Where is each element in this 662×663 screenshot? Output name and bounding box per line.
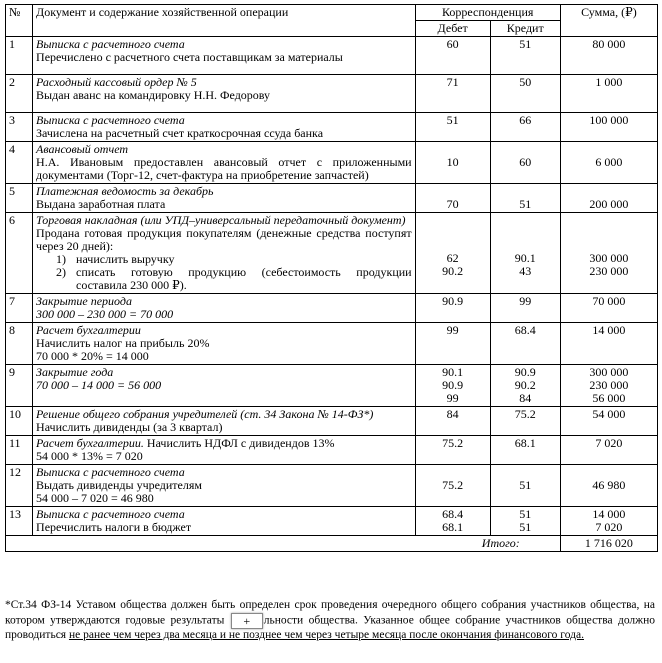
operation-text: Продана готовая продукция покупателям (денежные средства поступят через 20 дней): — [36, 226, 412, 253]
footnote — [5, 599, 655, 642]
sum-cell: 7 020 — [560, 436, 657, 465]
debit-cell: 60 — [415, 37, 490, 75]
credit-cell: 51 — [490, 184, 560, 213]
debit-cell: 90.1 90.9 99 — [415, 365, 490, 407]
debit-cell: 10 — [415, 142, 490, 184]
operation-text: Начислить налог на прибыль 20% — [36, 336, 210, 350]
header-num: № — [6, 5, 33, 37]
table-row — [6, 213, 658, 294]
operation-text: Начислить НДФЛ с дивидендов 13% — [143, 436, 335, 450]
document-title: Выписка с расчетного счета — [36, 507, 185, 521]
footnote-text-1: *Ст.34 ФЗ-14 Уставом общества должен быть определен — [5, 599, 291, 611]
total-value: 1 716 020 — [560, 536, 657, 552]
list-item: 2) списать готовую продукцию (себестоимость продукции составила 230 000 ₽). — [56, 265, 412, 292]
sum-cell: 46 980 — [560, 465, 657, 507]
credit-cell: 60 — [490, 142, 560, 184]
credit-cell: 75.2 — [490, 407, 560, 436]
row-document — [33, 184, 416, 213]
row-number: 8 — [6, 323, 33, 365]
operation-text: Перечислить налоги в бюджет — [36, 520, 192, 534]
row-document — [33, 323, 416, 365]
table-row — [6, 465, 658, 507]
document-title: Платежная ведомость за декабрь — [36, 184, 214, 198]
sum-cell: 80 000 — [560, 37, 657, 75]
table-row — [6, 142, 658, 184]
row-number: 12 — [6, 465, 33, 507]
document-title: Авансовый отчет — [36, 142, 129, 156]
sum-cell: 100 000 — [560, 113, 657, 142]
row-document — [33, 365, 416, 407]
document-title: Торговая накладная (или УПД–универсальный передаточный документ) — [36, 213, 406, 227]
operation-list — [36, 253, 412, 292]
operation-text: Выдать дивиденды учредителям — [36, 478, 202, 492]
document-title: Расчет бухгалтерии — [36, 323, 141, 337]
row-document — [33, 142, 416, 184]
accounting-document — [5, 4, 658, 552]
footnote-text-3: льности общества. Указанное общее собрание участников общества должно проводиться — [5, 614, 656, 641]
row-document — [33, 37, 416, 75]
document-title: Расходный кассовый ордер № 5 — [36, 75, 197, 89]
credit-cell: 50 — [490, 75, 560, 113]
row-document — [33, 465, 416, 507]
sum-cell: 54 000 — [560, 407, 657, 436]
debit-cell: 75.2 — [415, 436, 490, 465]
header-row — [6, 5, 658, 21]
row-document — [33, 507, 416, 536]
header-document: Документ и содержание хозяйственной операции — [33, 5, 416, 37]
footnote-text-2: срок проведения очередного общего собрания участников общества, на котором утверждаются годовые результаты — [5, 599, 655, 627]
operation-text: Н.А. Ивановым предоставлен авансовый отчет с приложенными документами (Торг-12, счет-фактура на приобретение запчастей) — [36, 155, 412, 182]
debit-cell: 99 — [415, 323, 490, 365]
row-number: 11 — [6, 436, 33, 465]
sum-cell: 6 000 — [560, 142, 657, 184]
sum-cell: 14 000 7 020 — [560, 507, 657, 536]
table-row — [6, 507, 658, 536]
row-number: 13 — [6, 507, 33, 536]
header-correspondence: Корреспонденция — [415, 5, 560, 21]
credit-cell: 51 51 — [490, 507, 560, 536]
table-row — [6, 407, 658, 436]
row-number: 10 — [6, 407, 33, 436]
row-number: 9 — [6, 365, 33, 407]
row-number: 3 — [6, 113, 33, 142]
sum-cell: 1 000 — [560, 75, 657, 113]
table-row — [6, 184, 658, 213]
credit-cell: 99 — [490, 294, 560, 323]
table-row — [6, 113, 658, 142]
credit-cell: 90.1 43 — [490, 213, 560, 294]
operation-formula: 54 000 – 7 020 = 46 980 — [36, 491, 154, 505]
document-title: Решение общего собрания учредителей (ст. 34 Закона № 14-ФЗ*) — [36, 407, 374, 421]
sum-cell: 300 000 230 000 56 000 — [560, 365, 657, 407]
total-row — [6, 536, 658, 552]
plus-button[interactable]: + — [231, 613, 263, 629]
table-row — [6, 365, 658, 407]
row-document — [33, 75, 416, 113]
operation-text: Выдан аванс на командировку Н.Н. Федорову — [36, 88, 271, 102]
header-credit: Кредит — [490, 21, 560, 37]
debit-cell: 90.9 — [415, 294, 490, 323]
row-number: 2 — [6, 75, 33, 113]
row-document — [33, 113, 416, 142]
table-row — [6, 294, 658, 323]
header-sum: Сумма, (₽) — [560, 5, 657, 37]
sum-cell: 200 000 — [560, 184, 657, 213]
table-row — [6, 37, 658, 75]
row-number: 6 — [6, 213, 33, 294]
debit-cell: 75.2 — [415, 465, 490, 507]
row-number: 1 — [6, 37, 33, 75]
table-row — [6, 436, 658, 465]
operation-formula: 54 000 * 13% = 7 020 — [36, 449, 143, 463]
document-title: Выписка с расчетного счета — [36, 37, 185, 51]
operation-text: Зачислена на расчетный счет краткосрочная ссуда банка — [36, 126, 324, 140]
sum-cell: 14 000 — [560, 323, 657, 365]
row-number: 4 — [6, 142, 33, 184]
operation-text: Начислить дивиденды (за 3 квартал) — [36, 420, 223, 434]
debit-cell: 51 — [415, 113, 490, 142]
operation-text: Выдана заработная плата — [36, 197, 166, 211]
document-title: Закрытие года — [36, 365, 114, 379]
list-item: 1) начислить выручку — [56, 252, 175, 266]
footnote-text-4: не ранее чем через два месяца и не позднее чем через четыре месяца после окончания финансового года. — [68, 628, 584, 641]
document-title: Закрытие периода — [36, 294, 132, 308]
debit-cell: 62 90.2 — [415, 213, 490, 294]
debit-cell: 68.4 68.1 — [415, 507, 490, 536]
document-title: Выписка с расчетного счета — [36, 113, 185, 127]
row-document — [33, 213, 416, 294]
operation-formula: 70 000 * 20% = 14 000 — [36, 349, 149, 363]
row-document — [33, 407, 416, 436]
credit-cell: 66 — [490, 113, 560, 142]
row-document — [33, 436, 416, 465]
debit-cell: 71 — [415, 75, 490, 113]
operation-formula: 300 000 – 230 000 = 70 000 — [36, 307, 174, 321]
credit-cell: 51 — [490, 37, 560, 75]
document-title: Выписка с расчетного счета — [36, 465, 185, 479]
debit-cell: 70 — [415, 184, 490, 213]
row-document — [33, 294, 416, 323]
sum-cell: 70 000 — [560, 294, 657, 323]
row-number: 7 — [6, 294, 33, 323]
table-row — [6, 323, 658, 365]
credit-cell: 68.4 — [490, 323, 560, 365]
operation-formula: 70 000 – 14 000 = 56 000 — [36, 378, 162, 392]
credit-cell: 51 — [490, 465, 560, 507]
total-label: Итого: — [6, 536, 561, 552]
table-row — [6, 75, 658, 113]
debit-cell: 84 — [415, 407, 490, 436]
document-title: Расчет бухгалтерии. — [36, 436, 144, 450]
sum-cell: 300 000 230 000 — [560, 213, 657, 294]
header-debit: Дебет — [415, 21, 490, 37]
credit-cell: 68.1 — [490, 436, 560, 465]
credit-cell: 90.9 90.2 84 — [490, 365, 560, 407]
journal-table — [5, 4, 658, 552]
row-number: 5 — [6, 184, 33, 213]
operation-text: Перечислено с расчетного счета поставщикам за материалы — [36, 50, 343, 64]
